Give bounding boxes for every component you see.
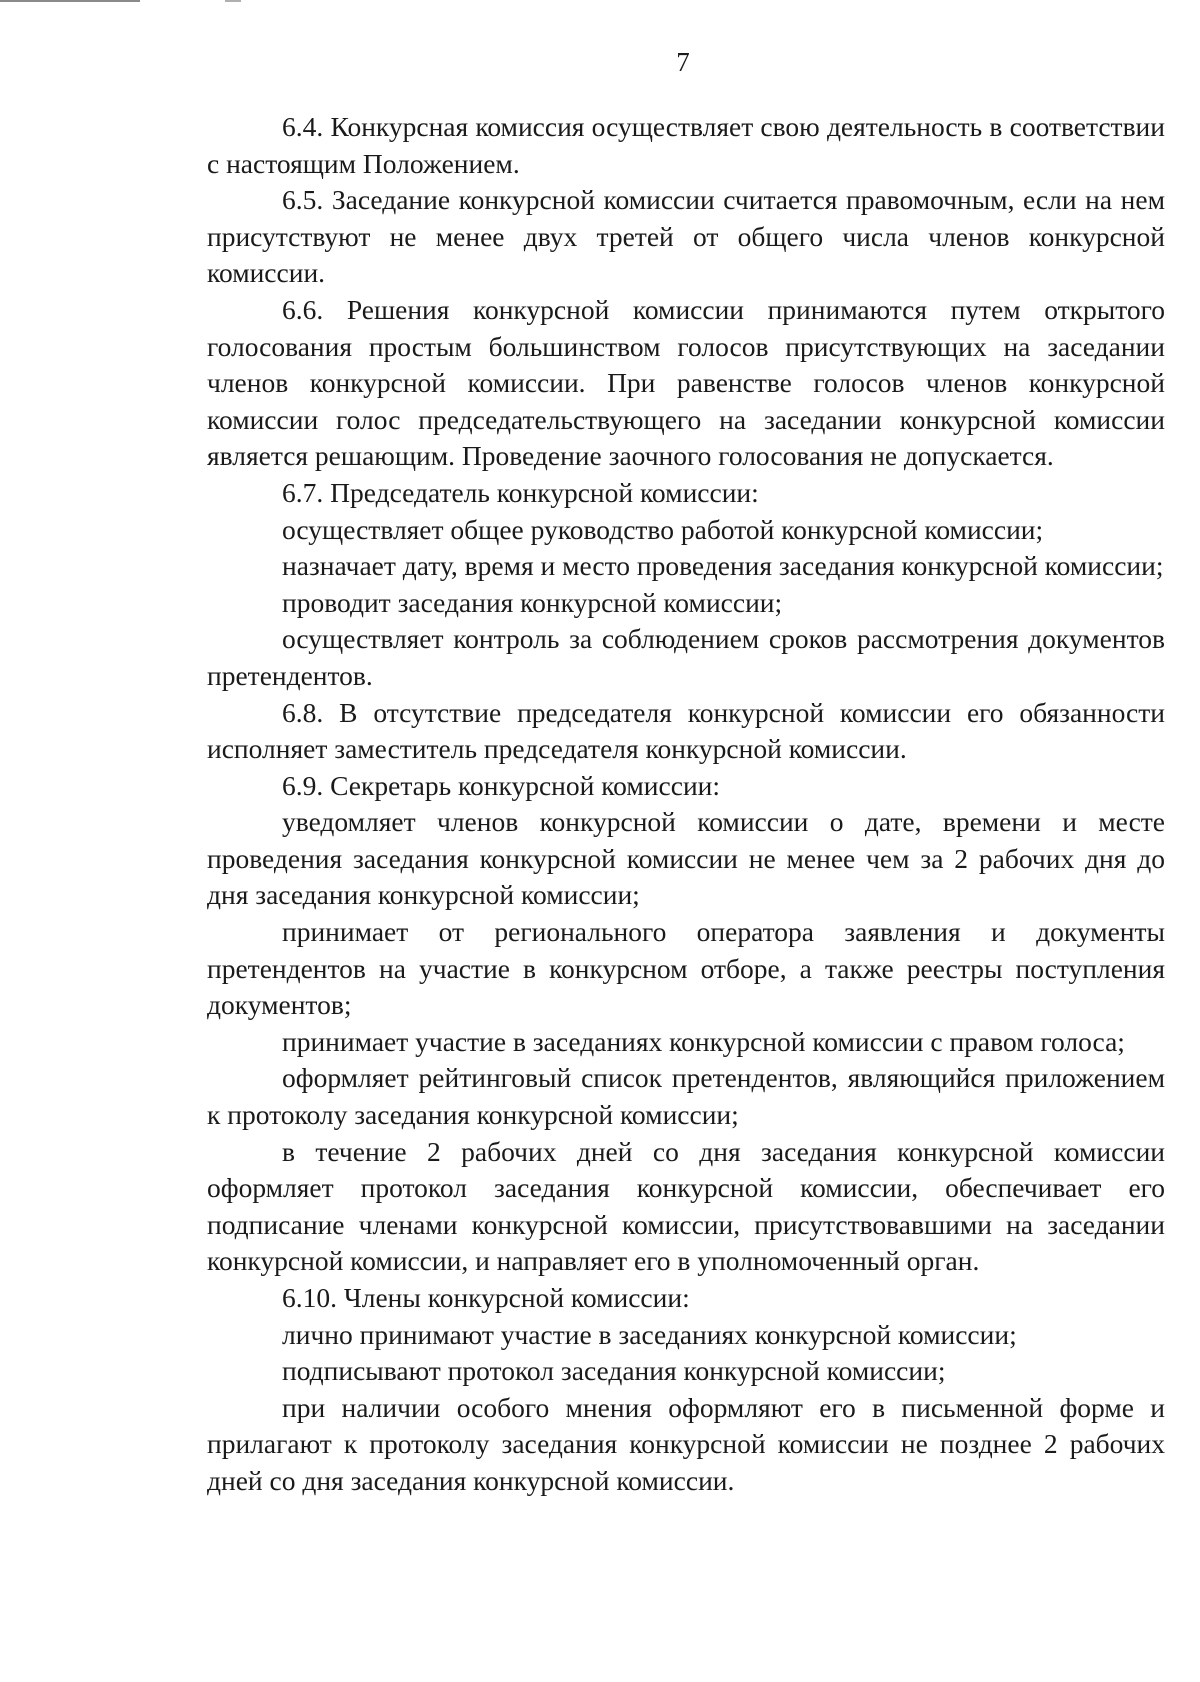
- paragraph-6-7-heading: 6.7. Председатель конкурсной комиссии:: [282, 476, 759, 508]
- paragraph-6-10-heading: 6.10. Члены конкурсной комиссии:: [282, 1282, 690, 1313]
- secretary-duty-4: оформляет рейтинговый список претендентов, являющийся приложением к протоколу заседания конкурсной комиссии;: [207, 1062, 1165, 1131]
- chairman-duty-3: проводит заседания конкурсной комиссии;: [282, 586, 783, 618]
- secretary-duty-1: уведомляет членов конкурсной комиссии о дате, времени и месте проведения заседания конкурсной комиссии не менее чем за 2 рабочих дня до дня заседания конкурсной комиссии;: [207, 806, 1165, 911]
- paragraph-6-6: 6.6. Решения конкурсной комиссии принимаются путем открытого голосования простым большинством голосов присутствующих на заседании членов конкурсной комиссии. При равенстве голосов членов конкурсной комиссии голос председательствующего на заседании конкурсной комиссии является решающим. Проведение заочного голосования не допускается.: [207, 293, 1165, 472]
- member-duty-2: подписывают протокол заседания конкурсной комиссии;: [282, 1355, 946, 1387]
- page-number: 7: [676, 47, 690, 77]
- member-duty-1: лично принимают участие в заседаниях конкурсной комиссии;: [282, 1318, 1017, 1350]
- paragraph-6-9-heading: 6.9. Секретарь конкурсной комиссии:: [282, 769, 721, 801]
- scan-edge-mark-small: [225, 0, 241, 2]
- paragraph-6-8: 6.8. В отсутствие председателя конкурсной комиссии его обязанности исполняет заместитель председателя конкурсной комиссии.: [207, 696, 1165, 765]
- scan-edge-mark: [0, 0, 140, 2]
- chairman-duty-2: назначает дату, время и место проведения заседания конкурсной комиссии;: [282, 550, 1164, 582]
- document-body: [207, 109, 1165, 1500]
- secretary-duty-3: принимает участие в заседаниях конкурсной комиссии с правом голоса;: [282, 1025, 1125, 1057]
- member-duty-3: при наличии особого мнения оформляют его в письменной форме и прилагают к протоколу заседания конкурсной комиссии не позднее 2 рабочих дней со дня заседания конкурсной комиссии.: [207, 1391, 1165, 1496]
- chairman-duty-1: осуществляет общее руководство работой конкурсной комиссии;: [282, 513, 1044, 545]
- paragraph-6-4: 6.4. Конкурсная комиссия осуществляет свою деятельность в соответствии с настоящим Положением.: [207, 111, 1165, 179]
- chairman-duty-4: осуществляет контроль за соблюдением сроков рассмотрения документов претендентов.: [207, 623, 1165, 691]
- paragraph-6-5: 6.5. Заседание конкурсной комиссии считается правомочным, если на нем присутствуют не менее двух третей от общего числа членов конкурсной комиссии.: [207, 184, 1165, 289]
- secretary-duty-5: в течение 2 рабочих дней со дня заседания конкурсной комиссии оформляет протокол заседания конкурсной комиссии, обеспечивает его подписание членами конкурсной комиссии, присутствовавшими на заседании конкурсной комиссии, и направляет его в уполномоченный орган.: [207, 1135, 1165, 1277]
- secretary-duty-2: принимает от регионального оператора заявления и документы претендентов на участие в конкурсном отборе, а также реестры поступления документов;: [207, 916, 1165, 1021]
